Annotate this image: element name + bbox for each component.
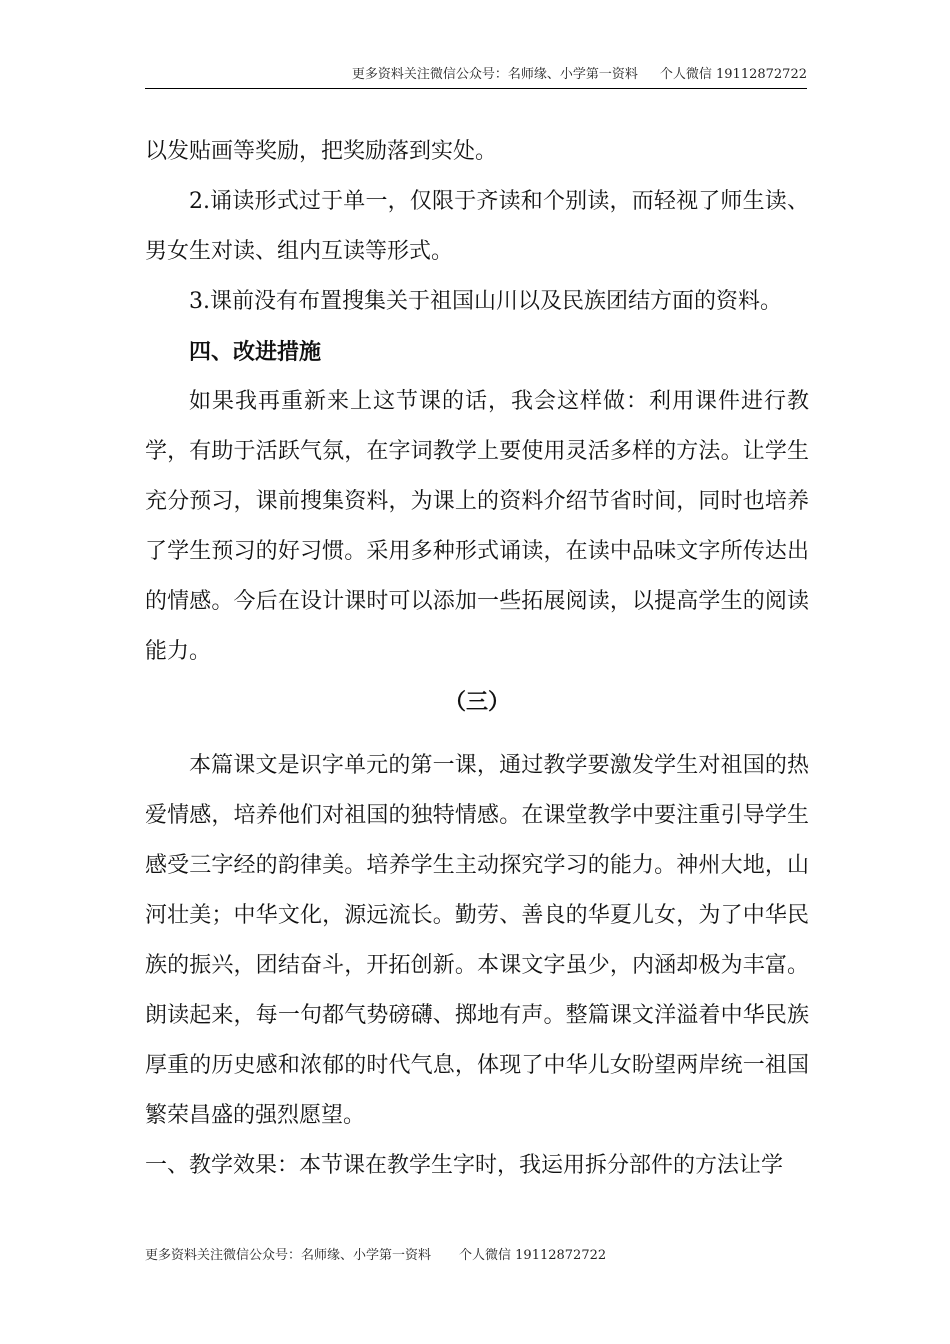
- paragraph-continuation: 以发贴画等奖励，把奖励落到实处。: [145, 139, 498, 164]
- document-body: [145, 127, 809, 1191]
- page-footer: [145, 1247, 606, 1265]
- page-header: [145, 66, 807, 89]
- header-label: 更多资料关注微信公众号：名师缘、小学第一资料: [351, 67, 638, 82]
- header-contact: 个人微信 19112872722: [659, 67, 807, 82]
- paragraph-item-3: 3.课前没有布置搜集关于祖国山川以及民族团结方面的资料。: [189, 289, 782, 314]
- section-title: （三）: [443, 689, 510, 715]
- footer-contact: 个人微信 19112872722: [459, 1248, 607, 1263]
- paragraph-teaching-effect: 一、教学效果：本节课在教学生字时，我运用拆分部件的方法让学: [145, 1153, 784, 1178]
- paragraph-lesson-intro: 本篇课文是识字单元的第一课，通过教学要激发学生对祖国的热爱情感，培养他们对祖国的独特情感。在课堂教学中要注重引导学生感受三字经的韵律美。培养学生主动探究学习的能力。神州大地，山河壮美；中华文化，源远流长。勤劳、善良的华夏儿女，为了中华民族的振兴，团结奋斗，开拓创新。本课文字虽少，内涵却极为丰富。朗读起来，每一句都气势磅礴、掷地有声。整篇课文洋溢着中华民族厚重的历史感和浓郁的时代气息，体现了中华儿女盼望两岸统一祖国繁荣昌盛的强烈愿望。: [145, 753, 809, 1128]
- section-heading-improvements: 四、改进措施: [189, 339, 322, 365]
- paragraph-item-2: 2.诵读形式过于单一，仅限于齐读和个别读，而轻视了师生读、男女生对读、组内互读等形式。: [145, 189, 809, 264]
- paragraph-improvements: 如果我再重新来上这节课的话，我会这样做：利用课件进行教学，有助于活跃气氛，在字词教学上要使用灵活多样的方法。让学生充分预习，课前搜集资料，为课上的资料介绍节省时间，同时也培养了学生预习的好习惯。采用多种形式诵读，在读中品味文字所传达出的情感。今后在设计课时可以添加一些拓展阅读，以提高学生的阅读能力。: [145, 389, 809, 664]
- footer-label: 更多资料关注微信公众号：名师缘、小学第一资料: [145, 1248, 432, 1263]
